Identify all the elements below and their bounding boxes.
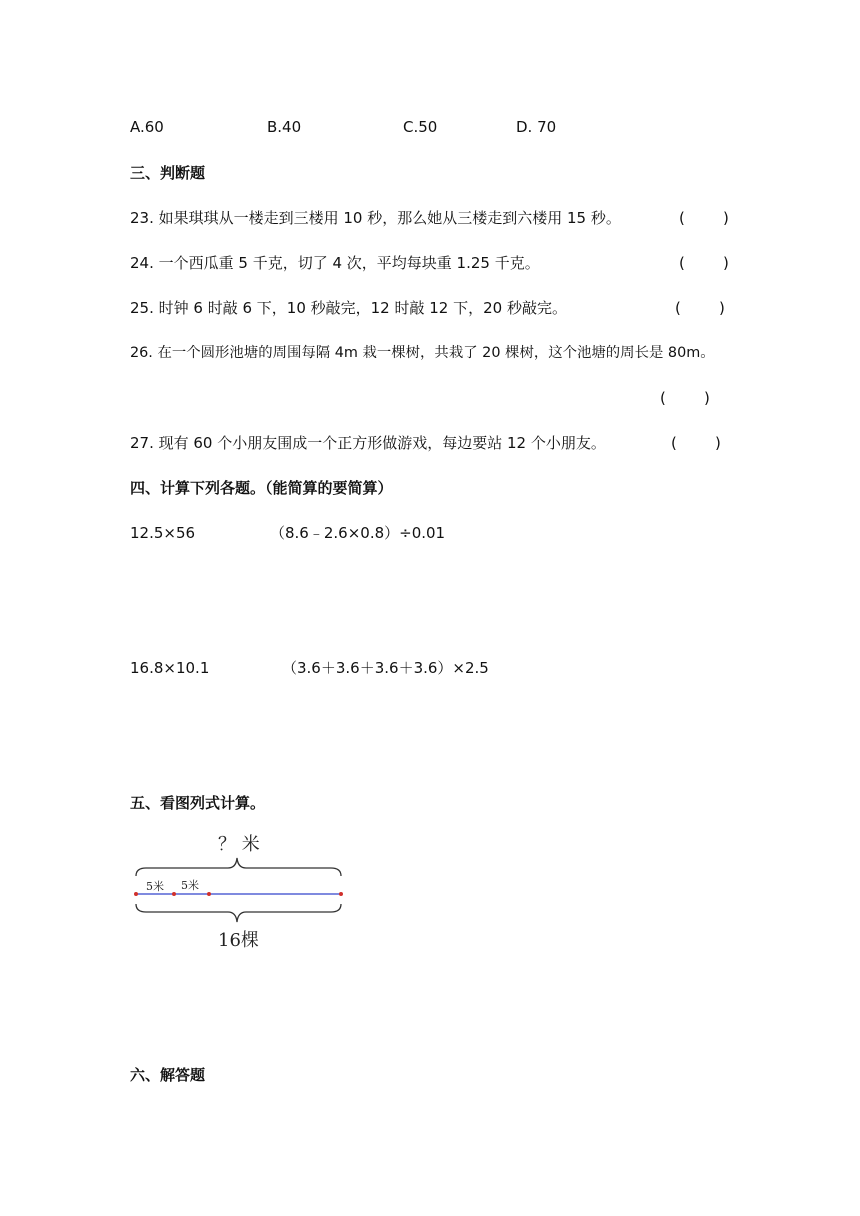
expression-4: （3.6＋3.6＋3.6＋3.6）×2.5 — [282, 659, 489, 677]
expression-1: 12.5×56 — [130, 524, 196, 542]
bottom-brace — [136, 904, 341, 922]
tree-dot-start — [134, 892, 138, 896]
diagram-figure — [126, 826, 356, 956]
question-23: 23. 如果琪琪从一楼走到三楼用 10 秒，那么她从三楼走到六楼用 15 秒。 — [130, 209, 621, 227]
question-27: 27. 现有 60 个小朋友围成一个正方形做游戏，每边要站 12 个小朋友。 — [130, 434, 606, 452]
tree-dot-3 — [207, 892, 211, 896]
choice-c: C.50 — [403, 118, 438, 136]
section-6-title: 六、解答题 — [130, 1066, 206, 1084]
segment-label-2: 5米 — [181, 879, 199, 892]
choice-a: A.60 — [130, 118, 164, 136]
expression-2: （8.6﹣2.6×0.8）÷0.01 — [270, 524, 446, 542]
question-24: 24. 一个西瓜重 5 千克，切了 4 次，平均每块重 1.25 千克。 — [130, 254, 540, 272]
tree-planting-diagram — [126, 826, 356, 960]
tree-dot-2 — [172, 892, 176, 896]
question-25: 25. 时钟 6 时敲 6 下，10 秒敲完，12 时敲 12 下，20 秒敲完。 — [130, 299, 567, 317]
question-26: 26. 在一个圆形池塘的周围每隔 4m 栽一棵树，共栽了 20 棵树，这个池塘的周长是 80m。 — [130, 345, 715, 361]
expression-3: 16.8×10.1 — [130, 659, 210, 677]
section-4-title: 四、计算下列各题。（能简算的要简算） — [130, 479, 393, 497]
top-brace — [136, 858, 341, 876]
choice-b: B.40 — [267, 118, 302, 136]
tree-dot-end — [339, 892, 343, 896]
diagram-top-label: ？ 米 — [218, 834, 260, 855]
answer-blank-25: ( ) — [675, 299, 725, 317]
choice-d: D. 70 — [516, 118, 557, 136]
answer-blank-24: ( ) — [679, 254, 729, 272]
answer-blank-23: ( ) — [679, 209, 729, 227]
answer-blank-26: ( ) — [660, 389, 710, 407]
segment-label-1: 5米 — [146, 880, 164, 893]
answer-blank-27: ( ) — [671, 434, 721, 452]
section-3-title: 三、判断题 — [130, 164, 206, 182]
diagram-bottom-label: 16棵 — [218, 930, 259, 951]
section-5-title: 五、看图列式计算。 — [130, 794, 266, 812]
